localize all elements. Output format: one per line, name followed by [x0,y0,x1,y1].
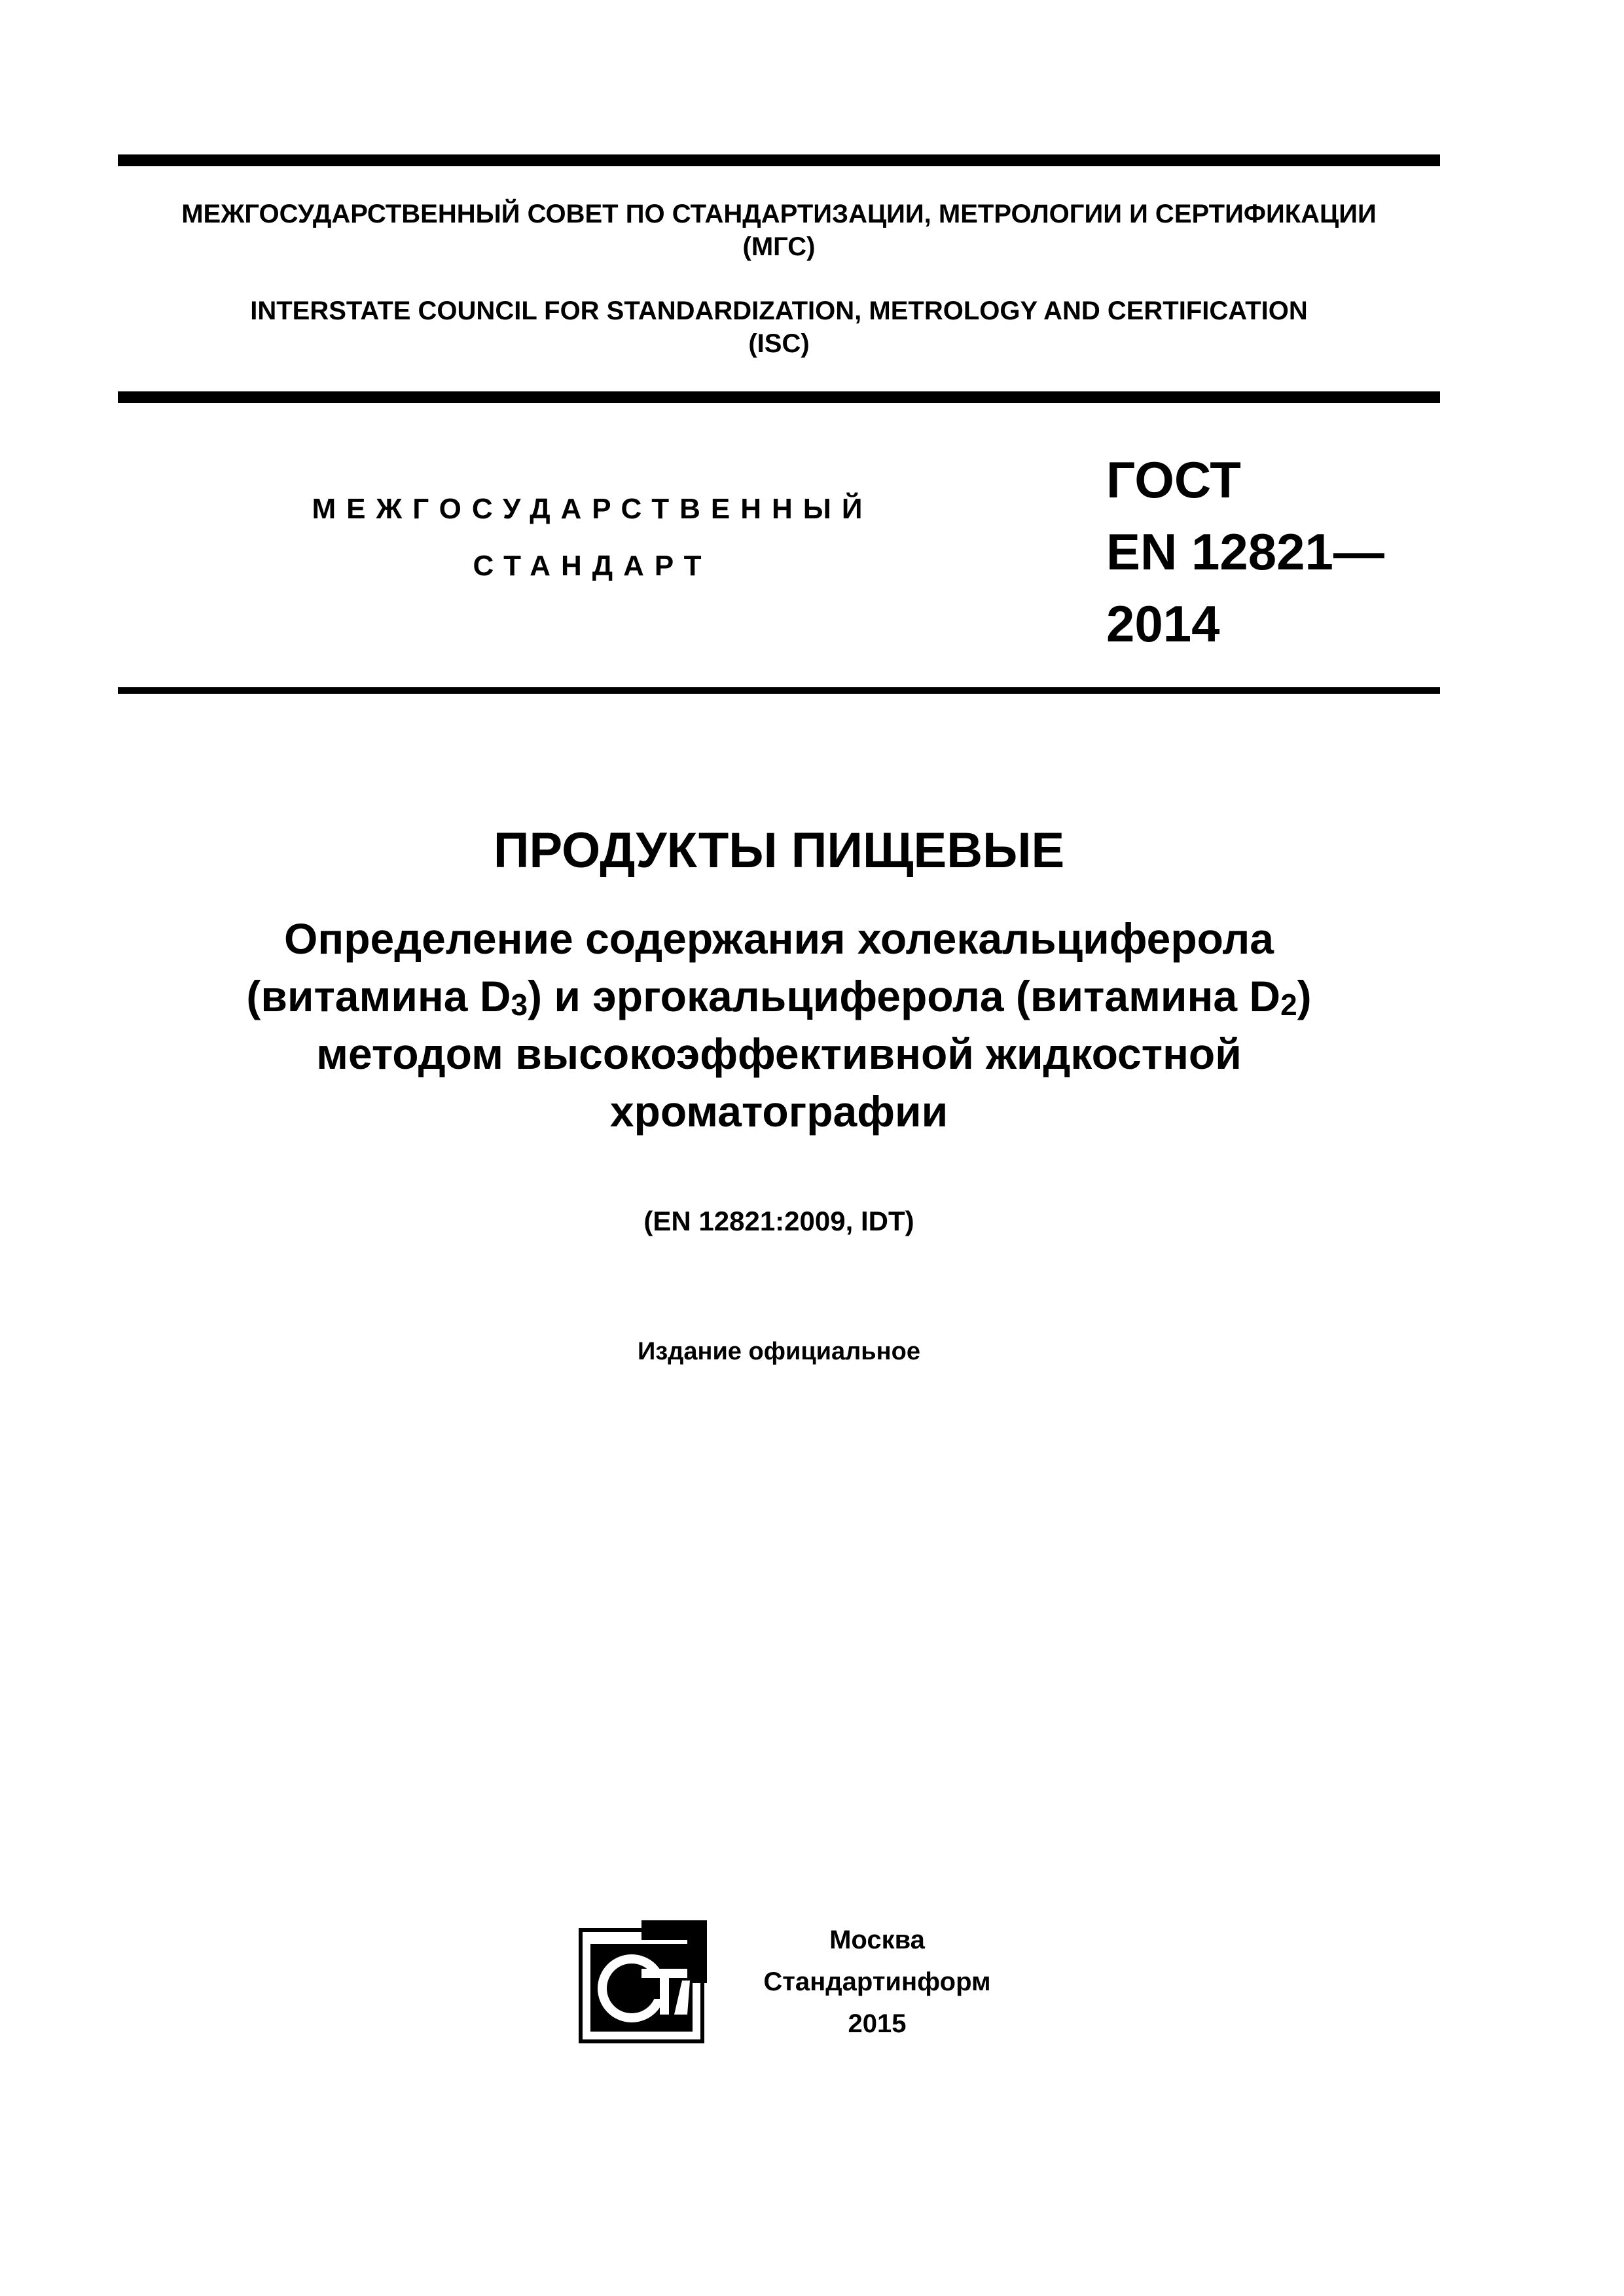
subtitle-line3: методом высокоэффективной жидкостной [316,1030,1242,1078]
international-reference: (EN 12821:2009, IDT) [643,1206,914,1236]
council-abbrev-ru: (МГС) [742,232,816,261]
bottom-rule [118,687,1440,694]
publication-year: 2015 [848,2009,907,2038]
publisher-block [720,1919,1034,2045]
subtitle-subscript-3: 3 [511,988,528,1022]
council-name-ru [118,198,1440,263]
middle-rule [118,391,1440,403]
subtitle-line1: Определение содержания холекальциферола [284,914,1274,963]
standartinform-logo-icon [576,1918,707,2046]
document-title: ПРОДУКТЫ ПИЩЕВЫЕ [493,823,1065,878]
designation-line1: ГОСТ [1106,451,1241,509]
publisher-name: Стандартинформ [763,1967,991,1996]
subtitle-subscript-2: 2 [1280,988,1297,1022]
designation-line2: EN 12821— [1106,523,1384,581]
subtitle-line2-part-a: (витамина D [246,972,511,1020]
subtitle-line2-part-b: ) и эргокальциферола (витамина D [528,972,1281,1020]
top-rule [118,154,1440,166]
standard-designation [1106,444,1440,660]
edition-note: Издание официальное [638,1338,920,1365]
designation-line3: 2014 [1106,595,1220,653]
subtitle-line2-part-c: ) [1297,972,1312,1020]
council-name-en-line1: INTERSTATE COUNCIL FOR STANDARDIZATION, METROLOGY AND CERTIFICATION [250,296,1308,325]
council-name-ru-line1: МЕЖГОСУДАРСТВЕННЫЙ СОВЕТ ПО СТАНДАРТИЗАЦИИ, МЕТРОЛОГИИ И СЕРТИФИКАЦИИ [181,200,1377,228]
document-subtitle [118,910,1440,1140]
standard-kind-line2: СТАНДАРТ [473,550,712,582]
standard-kind-line1: МЕЖГОСУДАРСТВЕННЫЙ [312,493,873,525]
council-name-en [118,295,1440,360]
council-abbrev-en: (ISC) [748,329,810,358]
subtitle-line4: хроматографии [609,1087,948,1136]
publisher-city: Москва [829,1926,925,1954]
subtitle-line2 [118,967,1440,1025]
